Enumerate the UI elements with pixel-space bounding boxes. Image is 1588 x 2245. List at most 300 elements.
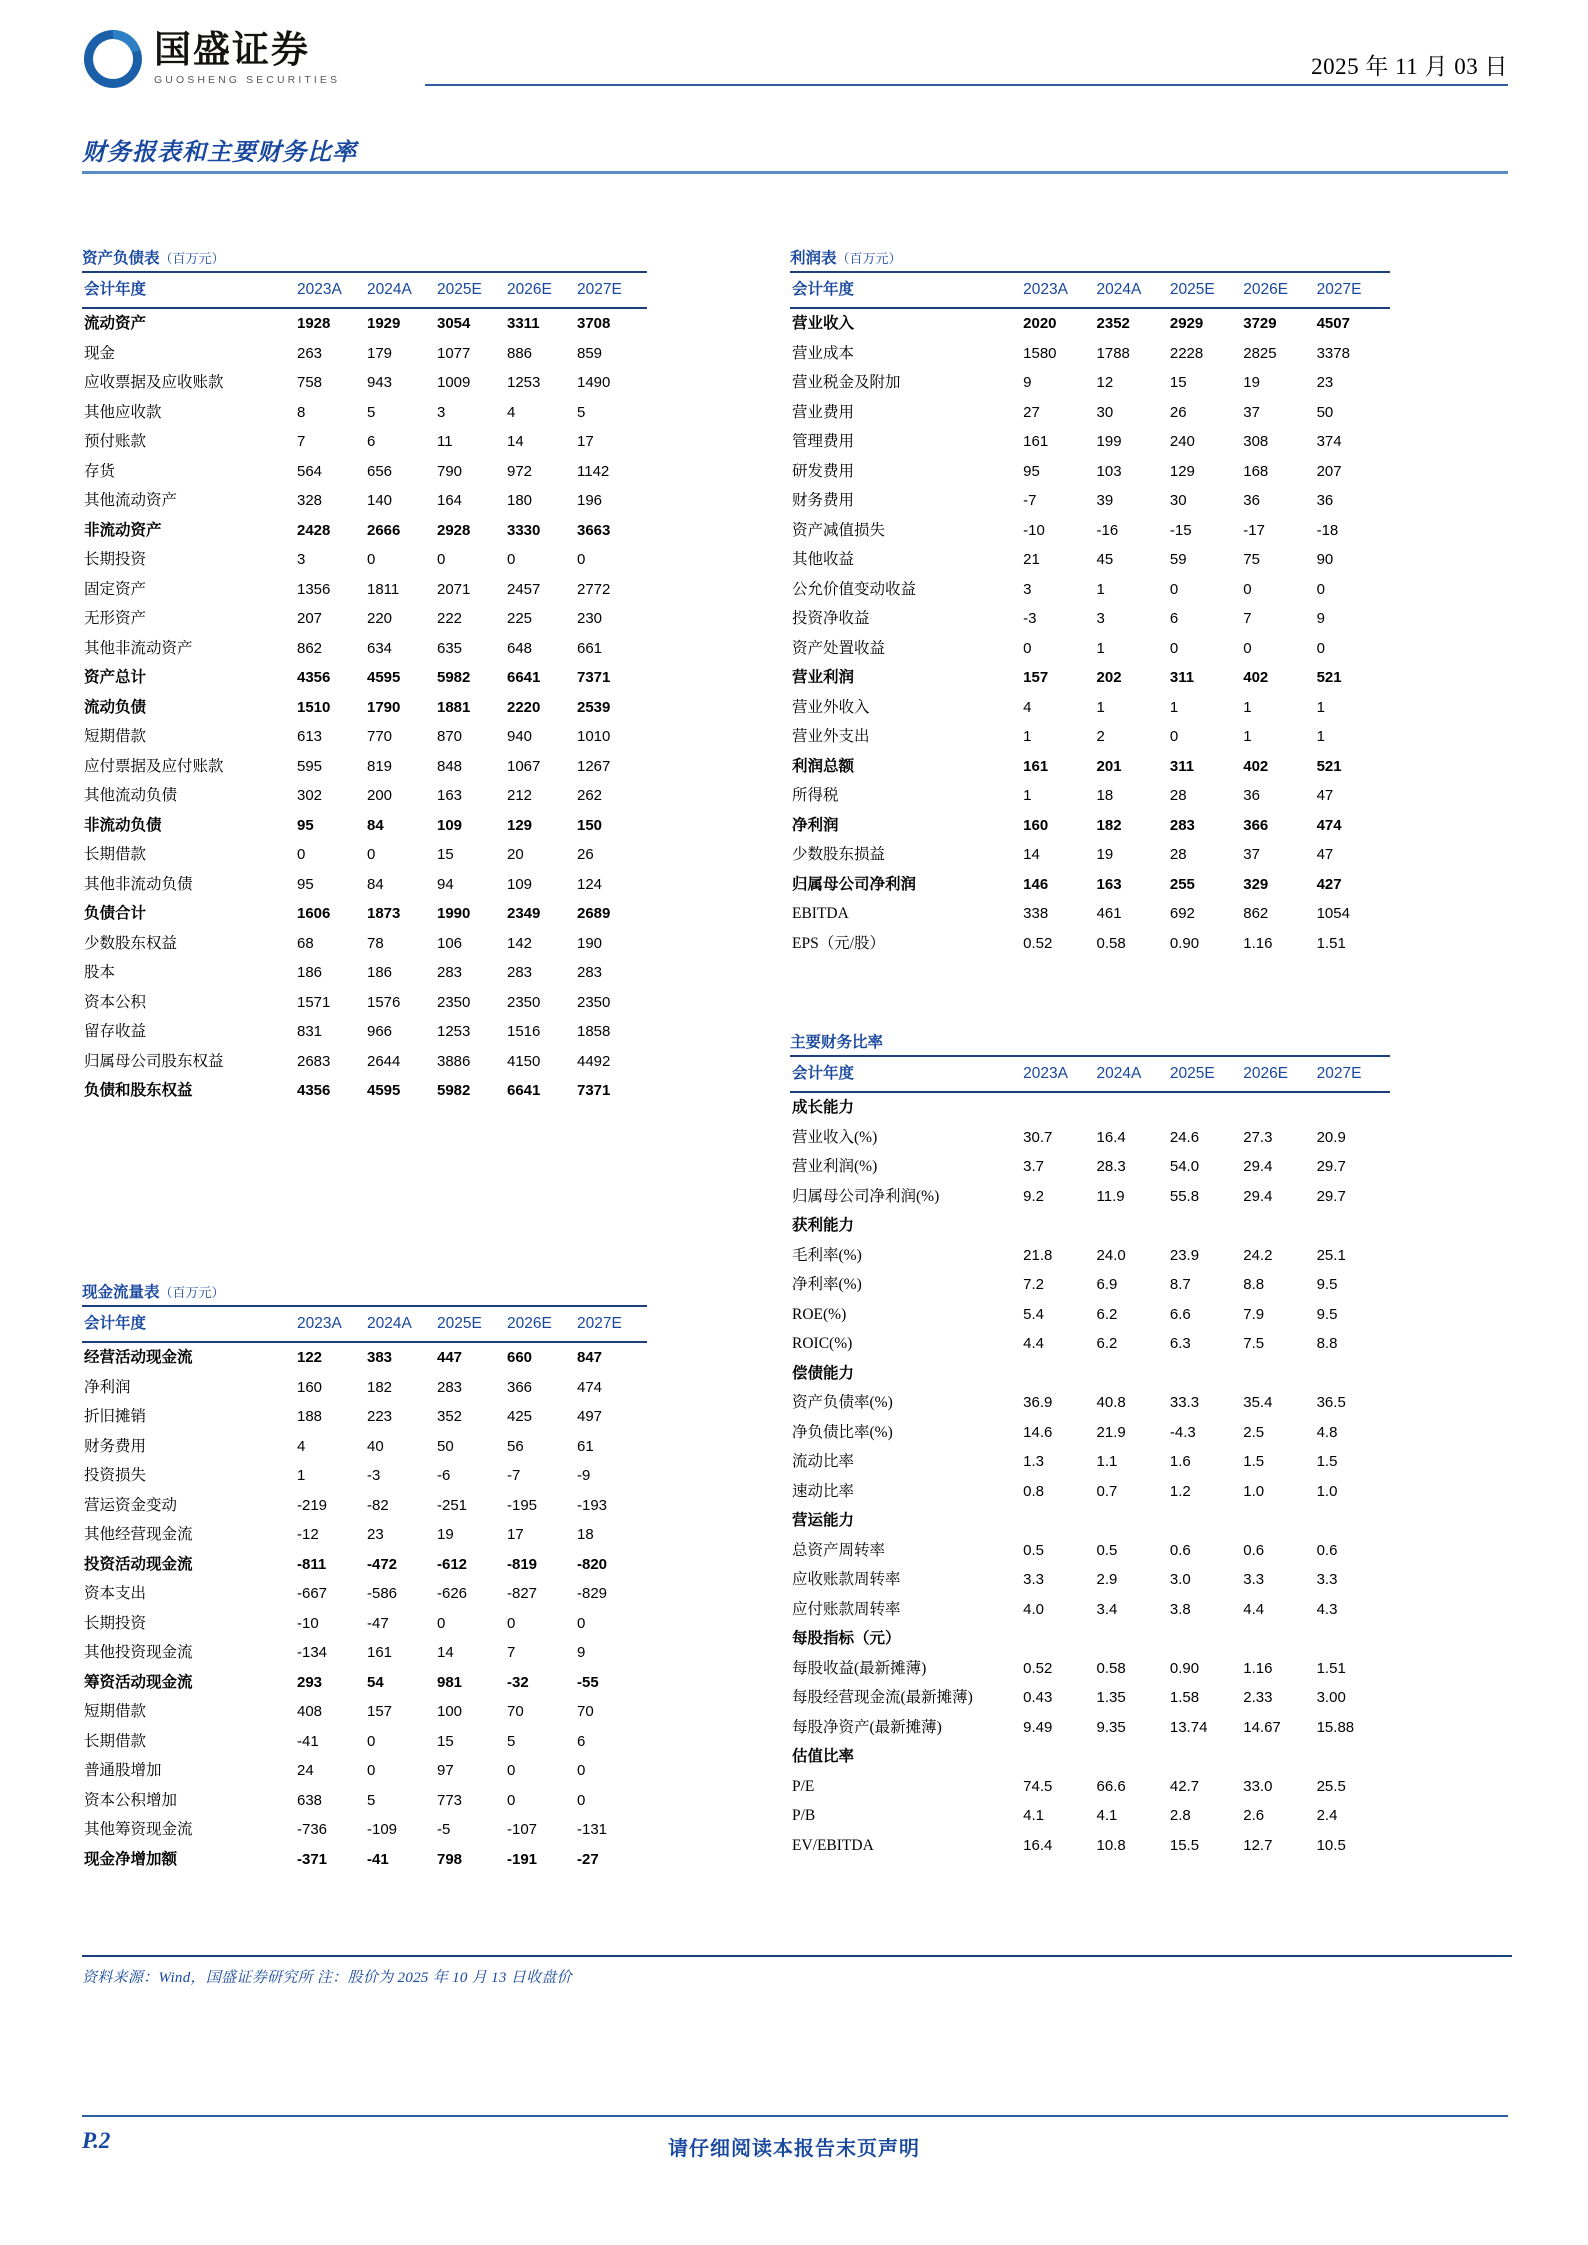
row-value-1: -82	[367, 1496, 389, 1514]
row-value-0: 3.3	[1023, 1571, 1045, 1589]
row-value-3: 2457	[507, 580, 541, 598]
row-value-4: 150	[577, 816, 603, 834]
row-value-4: 497	[577, 1408, 603, 1426]
row-value-2: -5	[437, 1821, 451, 1839]
col-header-year: 会计年度	[790, 272, 1023, 308]
row-value-2: 1253	[437, 1023, 471, 1041]
row-value-4: 9	[577, 1644, 586, 1662]
row-value-1: 186	[367, 964, 393, 982]
row-value-3: 2220	[507, 698, 541, 716]
row-value-0: 146	[1023, 875, 1049, 893]
row-value-2: 0	[1169, 639, 1179, 657]
row-value-1: 0	[367, 1762, 376, 1780]
table-row	[82, 486, 647, 516]
row-value-1: 9.35	[1096, 1718, 1126, 1736]
row-value-0: 2428	[297, 521, 331, 539]
row-label: 其他非流动负债	[84, 875, 193, 893]
table-row	[790, 368, 1390, 398]
table-row	[790, 870, 1390, 900]
table-row	[790, 811, 1390, 841]
row-value-2: 3.0	[1169, 1571, 1191, 1589]
row-value-4: 1490	[577, 374, 611, 392]
row-value-4: 1858	[577, 1023, 611, 1041]
row-value-0: 27	[1023, 403, 1040, 421]
row-value-4: 47	[1316, 787, 1334, 805]
table-row	[82, 575, 647, 605]
table-row	[82, 1815, 647, 1845]
row-value-3: 7	[507, 1644, 516, 1662]
col-header-2023a: 2023A	[1023, 272, 1096, 308]
row-value-2: 15	[437, 846, 454, 864]
row-value-0: 0.43	[1023, 1689, 1053, 1707]
row-label: 营运资金变动	[84, 1496, 178, 1514]
row-value-2: -6	[437, 1467, 451, 1485]
row-value-0: 0.5	[1023, 1541, 1045, 1559]
table-row	[82, 722, 647, 752]
row-value-2: 42.7	[1169, 1777, 1200, 1795]
row-value-2: 3886	[437, 1052, 471, 1070]
row-value-3: 3729	[1243, 315, 1277, 333]
row-label: 短期借款	[84, 1703, 147, 1720]
row-value-4: 3663	[577, 521, 611, 539]
row-value-4: 1	[1316, 728, 1325, 746]
table-row	[82, 1550, 647, 1580]
row-value-4: 521	[1316, 669, 1342, 687]
row-value-0: 1928	[297, 315, 331, 333]
row-value-3: 2.5	[1243, 1423, 1265, 1441]
row-value-4: 4507	[1316, 315, 1350, 333]
row-value-3: 6641	[507, 669, 541, 687]
row-value-3	[1243, 1742, 1316, 1772]
table-row	[82, 1342, 647, 1373]
row-value-0: 74.5	[1023, 1777, 1053, 1795]
row-value-0	[1023, 1211, 1096, 1241]
row-label: 资产减值损失	[792, 521, 886, 539]
row-value-1: 1.1	[1096, 1453, 1118, 1471]
row-value-3: 0	[1243, 580, 1252, 598]
row-value-2: 773	[437, 1791, 463, 1809]
income-statement-unit: （百万元）	[836, 251, 902, 266]
row-value-1: 16.4	[1096, 1128, 1126, 1146]
row-value-2: 3	[437, 403, 446, 421]
row-value-0: -134	[297, 1644, 328, 1662]
row-value-0: 14	[1023, 846, 1040, 864]
table-row	[790, 1683, 1390, 1713]
row-value-1: 54	[367, 1673, 384, 1691]
row-value-1: -47	[367, 1614, 389, 1632]
row-value-0: 5.4	[1023, 1305, 1045, 1323]
row-value-4: 374	[1316, 433, 1342, 451]
row-value-1: 179	[367, 344, 393, 362]
row-value-4: 1.5	[1316, 1453, 1338, 1471]
row-value-2: 222	[437, 610, 463, 628]
row-label: 应收账款周转率	[792, 1571, 901, 1588]
row-value-0	[1023, 1092, 1096, 1123]
table-row	[82, 693, 647, 723]
row-value-1: 6.2	[1096, 1305, 1118, 1323]
row-label: 长期借款	[84, 846, 147, 863]
row-value-0: 14.6	[1023, 1423, 1053, 1441]
row-value-4: 36.5	[1316, 1394, 1346, 1412]
row-label: 营业利润	[792, 669, 855, 686]
row-value-2: 1009	[437, 374, 471, 392]
ratios-head	[790, 1056, 1390, 1092]
table-row	[790, 781, 1390, 811]
row-value-3: 37	[1243, 846, 1260, 864]
row-value-3: 5	[507, 1732, 516, 1750]
row-value-1: 6.9	[1096, 1276, 1118, 1294]
row-value-0: -10	[1023, 521, 1045, 539]
report-date: 2025 年 11 月 03 日	[1311, 54, 1508, 79]
table-row	[790, 693, 1390, 723]
row-value-2: 2929	[1169, 315, 1204, 333]
row-value-1: 4.1	[1096, 1807, 1118, 1825]
row-value-1: 1	[1096, 698, 1105, 716]
row-value-2: 30	[1169, 492, 1187, 510]
ratios-title: 主要财务比率	[790, 1034, 884, 1051]
row-label: 留存收益	[84, 1023, 147, 1040]
row-value-4: 26	[577, 846, 594, 864]
row-value-1: 770	[367, 728, 393, 746]
row-value-1: 943	[367, 374, 393, 392]
row-value-2: 6.6	[1169, 1305, 1191, 1323]
row-value-4: 4.3	[1316, 1600, 1338, 1618]
row-value-3: 1	[1243, 698, 1252, 716]
table-row	[82, 752, 647, 782]
row-value-1: 4595	[367, 1082, 401, 1100]
row-value-0: 4	[1023, 698, 1032, 716]
row-value-0: 1571	[297, 993, 331, 1011]
row-value-3: 12.7	[1243, 1836, 1273, 1854]
row-value-2: 97	[437, 1762, 454, 1780]
row-value-0: 3	[297, 551, 306, 569]
row-value-1: 19	[1096, 846, 1114, 864]
row-label: 毛利率(%)	[792, 1246, 862, 1264]
row-value-3: 283	[507, 964, 533, 982]
row-value-2: 1881	[437, 698, 471, 716]
row-value-4: 262	[577, 787, 603, 805]
row-label: 净负债比率(%)	[792, 1423, 893, 1441]
row-value-3: 8.8	[1243, 1276, 1265, 1294]
row-value-3: 660	[507, 1349, 533, 1367]
row-value-1: 2666	[367, 521, 401, 539]
row-value-3: 109	[507, 875, 533, 893]
row-label: 速动比率	[792, 1482, 855, 1500]
row-value-2: 14	[437, 1644, 454, 1662]
row-value-0: 862	[297, 639, 323, 657]
row-value-3: 3.3	[1243, 1571, 1265, 1589]
row-label: 资产负债率(%)	[792, 1394, 893, 1411]
row-value-0: 9	[1023, 374, 1032, 392]
row-label: 营运能力	[792, 1512, 855, 1529]
row-value-3: 3311	[507, 315, 540, 333]
row-value-4: 0	[577, 551, 586, 569]
row-value-2: 635	[437, 639, 463, 657]
row-label: 其他筹资现金流	[84, 1821, 193, 1838]
row-value-4: 20.9	[1316, 1128, 1346, 1146]
table-row	[790, 1447, 1390, 1477]
brand-name-en: GUOSHENG SECURITIES	[154, 73, 341, 86]
row-value-0: 595	[297, 757, 323, 775]
row-value-4: 90	[1316, 551, 1334, 569]
row-value-1: 1790	[367, 698, 401, 716]
table-row	[790, 486, 1390, 516]
row-value-2	[1170, 1359, 1243, 1389]
row-value-2: -626	[437, 1585, 468, 1603]
row-value-0: 3	[1023, 580, 1032, 598]
row-value-0: 3.7	[1023, 1158, 1045, 1176]
row-value-4: 3378	[1316, 344, 1350, 362]
table-row	[82, 929, 647, 959]
row-value-1: 5	[367, 403, 376, 421]
row-value-1: 21.9	[1096, 1423, 1126, 1441]
row-value-4: 9.5	[1316, 1305, 1338, 1323]
row-label: 流动资产	[84, 315, 147, 332]
row-value-1: 1576	[367, 993, 401, 1011]
row-value-1: 45	[1096, 551, 1114, 569]
row-value-0: 207	[297, 610, 323, 628]
row-label: 投资活动现金流	[84, 1555, 193, 1573]
row-label: 少数股东损益	[792, 846, 886, 863]
row-value-4: 847	[577, 1349, 603, 1367]
row-value-0	[1023, 1624, 1096, 1654]
footer-divider	[82, 2115, 1508, 2117]
row-value-3: 24.2	[1243, 1246, 1273, 1264]
row-value-1: 40.8	[1096, 1394, 1126, 1412]
row-value-2: 28	[1169, 846, 1187, 864]
row-value-2: 2071	[437, 580, 471, 598]
footer-disclaimer: 请仔细阅读本报告末页声明	[668, 2138, 920, 2160]
row-label: 每股指标（元）	[792, 1630, 901, 1647]
table-row	[82, 516, 647, 546]
row-value-1: 383	[367, 1349, 393, 1367]
cash-flow-title: 现金流量表	[82, 1284, 160, 1301]
row-label: 所得税	[792, 787, 839, 804]
row-value-1: 12	[1096, 374, 1114, 392]
row-value-0: 4	[297, 1437, 306, 1455]
row-value-3: 36	[1243, 787, 1260, 805]
income-statement-head	[790, 272, 1390, 308]
row-value-4: -27	[577, 1850, 599, 1868]
col-header-2025e: 2025E	[1170, 1056, 1243, 1092]
table-row	[790, 899, 1390, 929]
row-value-1: 1	[1096, 639, 1105, 657]
row-value-0: 4356	[297, 1082, 331, 1100]
row-label: 无形资产	[84, 610, 147, 627]
table-row	[790, 840, 1390, 870]
row-value-4: 474	[1316, 816, 1342, 834]
col-header-2023a: 2023A	[297, 272, 367, 308]
row-value-0: 0.52	[1023, 1659, 1053, 1677]
row-value-1	[1097, 1742, 1170, 1772]
col-header-2025e: 2025E	[437, 1306, 507, 1342]
row-value-4: 207	[1316, 462, 1342, 480]
row-value-0: 2020	[1023, 315, 1057, 333]
row-value-3: 2.6	[1243, 1807, 1265, 1825]
row-value-2: 3.8	[1169, 1600, 1191, 1618]
row-value-4	[1317, 1211, 1390, 1241]
row-label: 现金净增加额	[84, 1850, 178, 1868]
cash-flow-table-block	[82, 1280, 642, 1874]
row-label: 折旧摊销	[84, 1408, 147, 1425]
section-title-divider	[82, 171, 1508, 174]
row-value-0: 4.0	[1023, 1600, 1045, 1618]
row-value-0: 564	[297, 462, 323, 480]
row-value-3: 35.4	[1243, 1394, 1273, 1412]
row-value-0: -41	[297, 1732, 319, 1750]
table-row	[790, 1624, 1390, 1654]
row-value-1: -586	[367, 1585, 398, 1603]
row-value-2: 1.58	[1169, 1689, 1200, 1707]
row-value-1: 656	[367, 462, 393, 480]
row-value-0: 4.4	[1023, 1335, 1045, 1353]
row-value-3: -7	[507, 1467, 521, 1485]
table-row	[82, 840, 647, 870]
guosheng-logo-icon	[82, 28, 144, 90]
row-label: 营业税金及附加	[792, 374, 901, 391]
table-row	[82, 870, 647, 900]
row-label: P/B	[792, 1807, 816, 1824]
row-value-3: 366	[507, 1378, 533, 1396]
row-value-0: 0.8	[1023, 1482, 1045, 1500]
row-value-3: 0.6	[1243, 1541, 1265, 1559]
row-value-3: 402	[1243, 669, 1269, 687]
table-row	[82, 427, 647, 457]
cash-flow-table	[82, 1305, 647, 1874]
row-value-1: 0.5	[1096, 1541, 1118, 1559]
row-value-4: 1.51	[1316, 934, 1346, 952]
col-header-2023a: 2023A	[1023, 1056, 1096, 1092]
ratios-caption	[790, 1030, 1390, 1055]
table-row	[790, 604, 1390, 634]
row-value-3: 2350	[507, 993, 541, 1011]
row-value-3: 4150	[507, 1052, 541, 1070]
row-value-1: 200	[367, 787, 393, 805]
row-value-4	[1317, 1624, 1390, 1654]
row-value-0: 24	[297, 1762, 314, 1780]
row-value-4: 17	[577, 433, 594, 451]
col-header-2023a: 2023A	[297, 1306, 367, 1342]
ratios-table-block	[790, 1030, 1390, 1860]
row-value-3	[1243, 1092, 1316, 1123]
row-value-4: 1267	[577, 757, 611, 775]
table-row	[790, 1359, 1390, 1389]
table-row	[790, 1831, 1390, 1861]
table-row	[790, 1182, 1390, 1212]
row-value-0: 21	[1023, 551, 1040, 569]
col-header-2026e: 2026E	[1243, 272, 1316, 308]
row-value-0: -811	[297, 1555, 327, 1573]
row-value-4: 61	[577, 1437, 594, 1455]
row-value-2: 283	[437, 1378, 463, 1396]
row-label: 营业收入(%)	[792, 1128, 878, 1146]
row-value-3: -191	[507, 1850, 538, 1868]
row-value-4: 7371	[577, 669, 611, 687]
row-label: EV/EBITDA	[792, 1836, 874, 1854]
row-value-4: -9	[577, 1467, 591, 1485]
table-row	[790, 663, 1390, 693]
row-value-4: 47	[1316, 846, 1334, 864]
table-row	[790, 1772, 1390, 1802]
row-value-3: 142	[507, 934, 533, 952]
brand-text	[154, 32, 340, 86]
row-label: 非流动资产	[84, 521, 162, 539]
row-value-0: 188	[297, 1408, 323, 1426]
col-header-2024a: 2024A	[1097, 1056, 1170, 1092]
row-value-2: 352	[437, 1408, 463, 1426]
row-value-0: 21.8	[1023, 1246, 1053, 1264]
table-row	[790, 752, 1390, 782]
row-value-1: 6.2	[1096, 1335, 1118, 1353]
table-row	[82, 339, 647, 369]
income-statement-table	[790, 271, 1390, 958]
row-value-2: 8.7	[1169, 1276, 1191, 1294]
row-value-1: 0.7	[1096, 1482, 1118, 1500]
row-value-1: 28.3	[1096, 1158, 1126, 1176]
row-value-4	[1317, 1506, 1390, 1536]
row-value-3: 1067	[507, 757, 541, 775]
row-value-4	[1317, 1092, 1390, 1123]
table-row	[790, 634, 1390, 664]
row-value-2: 1.2	[1169, 1482, 1191, 1500]
row-value-3: 886	[507, 344, 533, 362]
row-value-2: 2350	[437, 993, 471, 1011]
row-value-4: 2350	[577, 993, 611, 1011]
row-label: 财务费用	[792, 492, 855, 509]
row-value-0: 36.9	[1023, 1394, 1053, 1412]
row-value-0: 161	[1023, 433, 1049, 451]
row-value-3: 7.5	[1243, 1335, 1265, 1353]
row-value-4: 474	[577, 1378, 603, 1396]
row-value-0: 68	[297, 934, 314, 952]
col-header-2026e: 2026E	[1243, 1056, 1316, 1092]
row-value-2: 129	[1169, 462, 1195, 480]
row-value-0: -219	[297, 1496, 328, 1514]
row-value-2: 0.90	[1169, 934, 1200, 952]
row-value-4: 230	[577, 610, 603, 628]
row-value-1	[1097, 1624, 1170, 1654]
row-value-1: 18	[1096, 787, 1114, 805]
row-value-0: 1356	[297, 580, 331, 598]
row-label: ROE(%)	[792, 1305, 847, 1323]
table-row	[790, 457, 1390, 487]
row-value-3: 0	[1243, 639, 1252, 657]
row-value-3: 402	[1243, 757, 1269, 775]
row-label: 其他流动负债	[84, 787, 178, 804]
table-row	[82, 457, 647, 487]
row-value-1: 0.58	[1096, 1659, 1126, 1677]
income-statement-table-block	[790, 246, 1390, 958]
row-value-2: 15	[437, 1732, 454, 1750]
row-value-3: 14.67	[1243, 1718, 1281, 1736]
row-value-4: 29.7	[1316, 1187, 1346, 1205]
row-value-4: 1	[1316, 698, 1325, 716]
balance-sheet-title: 资产负债表	[82, 250, 160, 267]
row-label: 总资产周转率	[792, 1541, 886, 1559]
col-header-2025e: 2025E	[437, 272, 507, 308]
table-row	[82, 1047, 647, 1077]
table-row	[790, 516, 1390, 546]
table-row	[82, 1402, 647, 1432]
income-statement-caption	[790, 246, 1390, 271]
row-label: 经营活动现金流	[84, 1349, 193, 1366]
row-value-1: 157	[367, 1703, 393, 1721]
row-value-4: 1.0	[1316, 1482, 1338, 1500]
row-value-3: 2.33	[1243, 1689, 1273, 1707]
row-value-1: 1	[1096, 580, 1105, 598]
row-label: 长期投资	[84, 1614, 147, 1632]
row-value-3: 29.4	[1243, 1187, 1273, 1205]
